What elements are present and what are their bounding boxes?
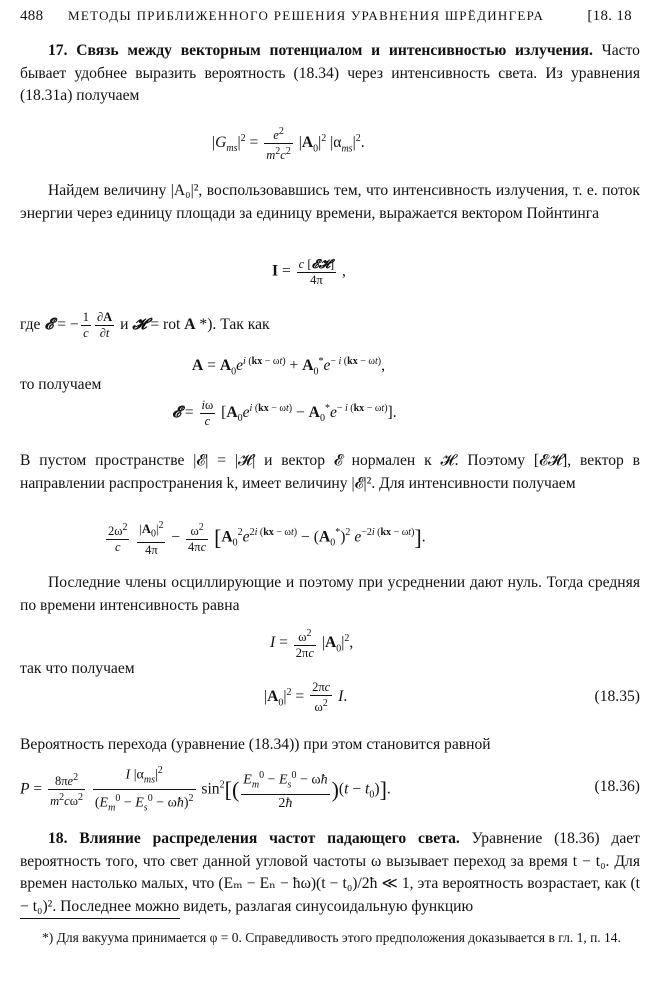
equation-fields: где 𝓔 = − $\frac{1}{c}$ $\frac{\partial A}{\partial t}$ и 𝓗 = rot A *). Так как	[20, 310, 270, 340]
equation-number-18-35: (18.35)	[594, 688, 640, 705]
paragraph-poynting: Найдем величину |A₀|², воспользовавшись тем, что интенсивность излучения, т. е. поток энергии через единицу площади за единицу времени, выражается вектором Пойнтинга	[20, 182, 640, 222]
section-17-paragraph	[20, 40, 640, 108]
equation-electric-field: 𝓔 = $\frac{i\omega}{c}$ $[A_0e^{i (kx - \omega t)} - A_0^*e^{- i (kx - \omega t)}]$.	[172, 398, 397, 428]
equation-18-36: P = $\frac{8\pi e^2}{m^2c\omega^2}$ $\frac{I |\alpha_{ms}|^2}{(E_m^0 - E_s^0 - \omega ħ)^2}$ $\sin^2$[( $\frac{E_m^0 - E_s^0 - \omega ħ}{2ħ}$ )$(t - t_0)$].	[20, 762, 391, 818]
footnote-rule	[20, 918, 180, 919]
equation-intensity-full: $\frac{2\omega^2}{c}$ $\frac{|A_0|^2}{4\pi}$ − $\frac{\omega^2}{4\pi c}$ [$A_0^2e^{2i (kx - \omega t)} - (A_0^*)^2$ $e^{-2i (kx - \omega t)}$].	[108, 520, 426, 557]
section-18-text: Уравнение (18.36) дает вероятность того, что свет данной угловой частоты ω вызывает переход за время t − t₀. Для времен настолько малых, что (Eₘ − Eₙ − ħω)(t − t₀)/2ħ ≪ 1, эта вероятность возрастает, как (t − t₀)². Последнее можно видеть, разлагая синусоидальную функцию	[20, 830, 640, 915]
equation-number-18-36: (18.36)	[594, 778, 640, 795]
so-text: так что получаем	[20, 660, 135, 677]
footnote: *) Для вакуума принимается φ = 0. Справедливость этого предположения доказывается в гл. 1, п. 14.	[42, 930, 621, 945]
where-label: где	[20, 316, 41, 334]
section-marker: [18. 18	[587, 8, 632, 24]
and-label: и	[120, 316, 129, 334]
equation-vector-potential: $A = A_0e^{i (kx - \omega t)} + A_0^*e^{- i (kx - \omega t)}$,	[192, 356, 385, 378]
paragraph-empty-space: В пустом пространстве |𝓔| = |𝓗| и вектор 𝓔 нормален к 𝓗. Поэтому [𝓔𝓗], вектор в направлении распространения k, имеет величину |𝓔|². Для интенсивности получаем	[20, 452, 640, 492]
section-17-intro: Часто бывает удобнее выразить вероятность (18.34) через интенсивность света. Из уравнения (18.31а) получаем	[20, 42, 640, 104]
since-text: Так как	[220, 316, 270, 334]
paragraph-transition-probability: Вероятность перехода (уравнение (18.34)) при этом становится равной	[20, 736, 491, 753]
equation-poynting: I = $\frac{\text{c [𝓔𝓗]}}{4\pi}$ ,	[272, 256, 346, 287]
paragraph-oscillating: Последние члены осциллирующие и поэтому при усреднении дают нуль. Тогда средняя по времени интенсивность равна	[20, 574, 640, 614]
section-17-heading: 17. Связь между векторным потенциалом и интенсивностью излучения.	[48, 42, 593, 59]
section-18-paragraph	[20, 828, 640, 918]
page-number: 488	[20, 8, 44, 24]
equation-g-ms: $|G_{ms}|^2$ = $\frac{e^2}{m^2c^2}$ $|A_0|^2$ $|\alpha_{ms}|^2$.	[212, 126, 365, 163]
equation-mean-intensity: I = $\frac{\omega^2}{2\pi c}$ $|A_0|^2$,	[270, 628, 354, 661]
section-18-heading: 18. Влияние распределения частот падающего света.	[48, 830, 460, 847]
equation-18-35: $|A_0|^2$ = $\frac{2\pi c}{\omega^2}$ I.	[264, 680, 348, 715]
running-title: МЕТОДЫ ПРИБЛИЖЕННОГО РЕШЕНИЯ УРАВНЕНИЯ ШРЁДИНГЕРА	[68, 8, 545, 23]
then-text: то получаем	[20, 376, 102, 393]
